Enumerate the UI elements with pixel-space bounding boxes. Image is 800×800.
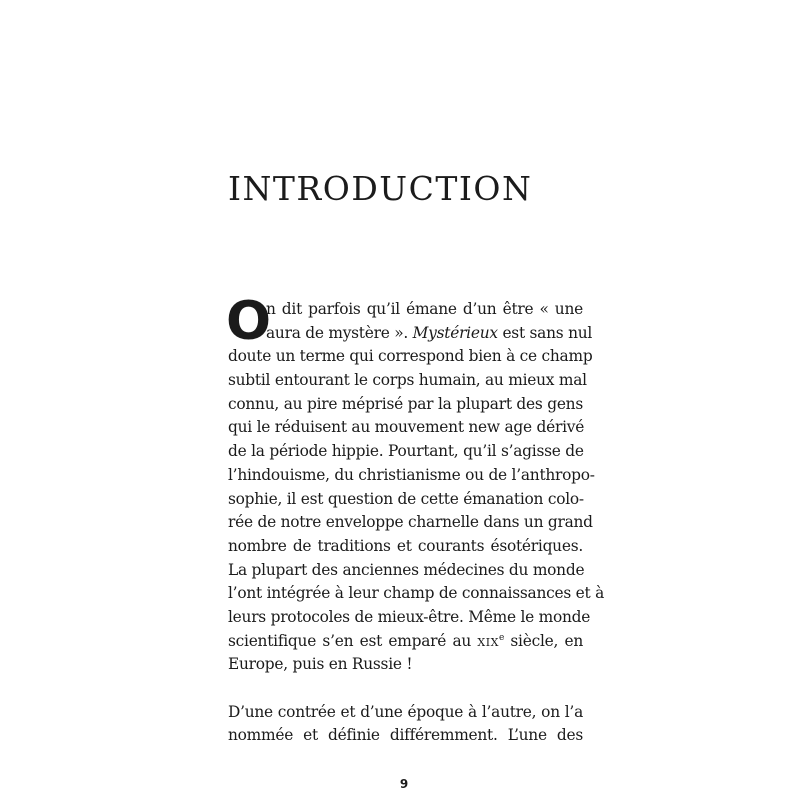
text-line: connu, au pire méprisé par la plupart des gens [228, 394, 583, 413]
text-line: rée de notre enveloppe charnelle dans un grand [228, 513, 593, 532]
page-number: 9 [399, 777, 409, 791]
text-line: scientifique s’en est emparé au xix$^e$ siècle, en [228, 631, 583, 650]
text-line: l’hindouisme, du christianisme ou de l’anthropo- [228, 465, 595, 484]
text-line: D’une contrée et d’une époque à l’autre, on l’a [228, 702, 583, 721]
italic-term: Mystérieux [412, 323, 498, 342]
text-line: de la période hippie. Pourtant, qu’il s’agisse de [228, 442, 584, 461]
text-line: aura de mystère ». Mystérieux est sans nul [266, 323, 593, 342]
text-line: qui le réduisent au mouvement new age dérivé [228, 418, 585, 437]
text-line: doute un terme qui correspond bien à ce champ [228, 347, 593, 366]
text-line: l’ont intégrée à leur champ de connaissances et à [228, 584, 604, 603]
text-line: n dit parfois qu’il émane d’un être « une [266, 300, 583, 318]
text-line: nombre de traditions et courants ésotériques. [228, 536, 583, 555]
drop-cap: O [226, 291, 271, 352]
text-line: La plupart des anciennes médecines du monde [228, 560, 585, 579]
text-line: nommée et définie différemment. L’une des [228, 726, 583, 745]
ordinal-superscript: e [498, 632, 505, 643]
body-text [226, 291, 604, 748]
paragraph-gap [228, 677, 583, 701]
text-line: Europe, puis en Russie ! [228, 655, 413, 674]
text-line: leurs protocoles de mieux-être. Même le monde [228, 607, 591, 626]
text-line: sophie, il est question de cette émanation colo- [228, 489, 584, 508]
century-numeral: xix [477, 631, 499, 650]
text-line: subtil entourant le corps humain, au mieux mal [228, 371, 587, 390]
chapter-title: INTRODUCTION [228, 169, 533, 208]
